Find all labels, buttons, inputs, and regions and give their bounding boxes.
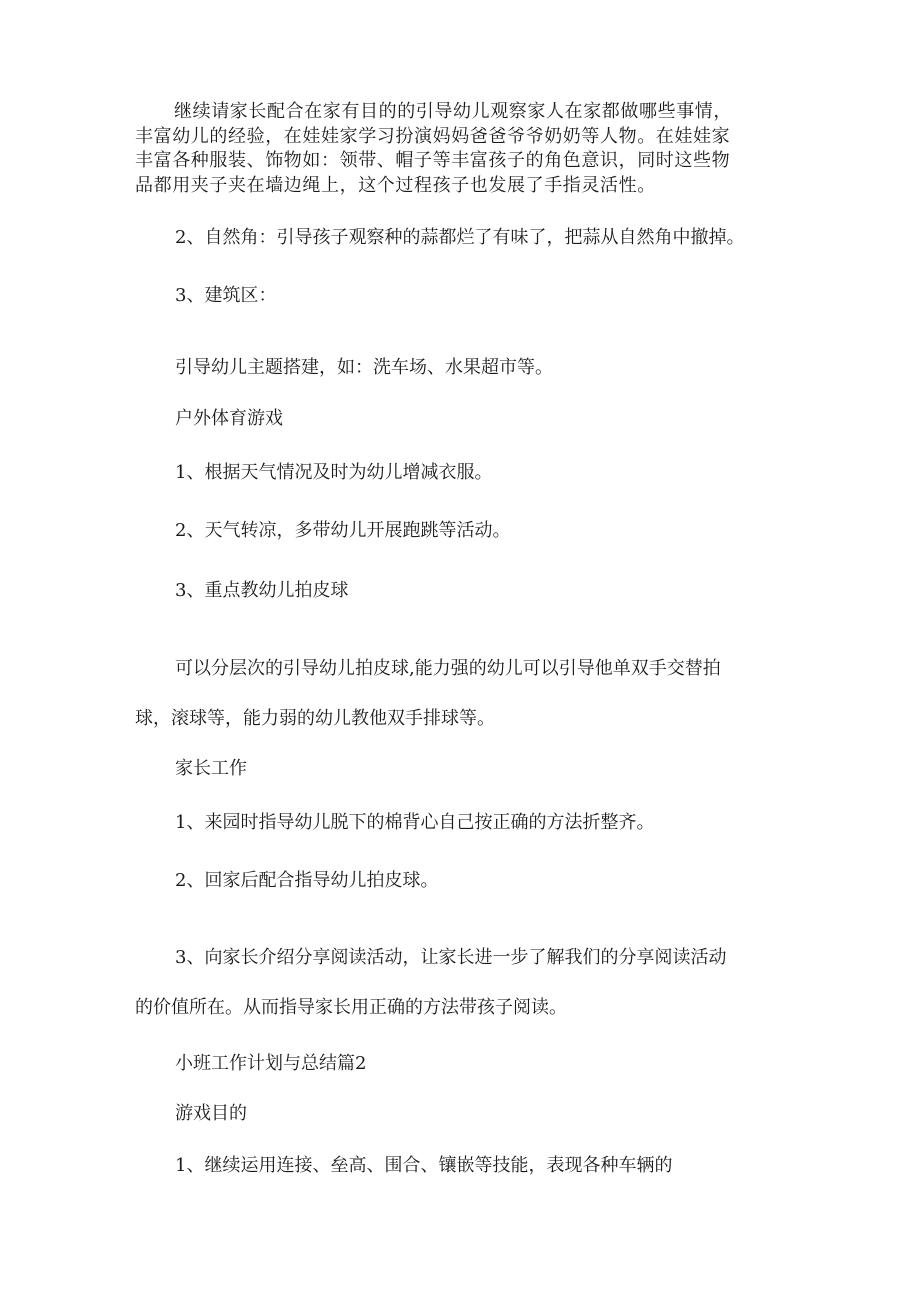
item-parent-2: 2、回家后配合指导幼儿拍皮球。 bbox=[175, 870, 439, 891]
item-nature-corner: 2、自然角：引导孩子观察种的蒜都烂了有味了，把蒜从自然角中撤掉。 bbox=[175, 227, 745, 248]
item-goal-1: 1、继续运用连接、垒高、围合、镶嵌等技能，表现各种车辆的 bbox=[175, 1155, 673, 1176]
item-parent-3-line-1: 3、向家长介绍分享阅读活动，让家长进一步了解我们的分享阅读活动 bbox=[175, 947, 727, 968]
section-title: 小班工作计划与总结篇2 bbox=[175, 1053, 367, 1074]
paragraph-ball-line-1: 可以分层次的引导幼儿拍皮球,能力强的幼儿可以引导他单双手交替拍 bbox=[175, 658, 721, 679]
paragraph-theme-building: 引导幼儿主题搭建，如：洗车场、水果超市等。 bbox=[175, 357, 553, 378]
paragraph-line: 品都用夹子夹在墙边绳上，这个过程孩子也发展了手指灵活性。 bbox=[135, 174, 656, 196]
heading-parent-work: 家长工作 bbox=[175, 758, 247, 779]
paragraph-line: 继续请家长配合在家有目的的引导幼儿观察家人在家都做哪些事情， bbox=[174, 101, 732, 122]
item-outdoor-2: 2、天气转凉，多带幼儿开展跑跳等活动。 bbox=[175, 520, 511, 541]
paragraph-ball-line-2: 球，滚球等，能力弱的幼儿教他双手排球等。 bbox=[135, 708, 495, 729]
item-parent-1: 1、来园时指导幼儿脱下的棉背心自己按正确的方法折整齐。 bbox=[175, 812, 655, 833]
paragraph-home-corner bbox=[135, 100, 732, 198]
paragraph-line: 丰富各种服装、饰物如：领带、帽子等丰富孩子的角色意识，同时这些物 bbox=[135, 150, 731, 171]
heading-game-goals: 游戏目的 bbox=[175, 1103, 247, 1124]
paragraph-line: 丰富幼儿的经验，在娃娃家学习扮演妈妈爸爸爷爷奶奶等人物。在娃娃家 bbox=[135, 125, 731, 147]
item-outdoor-1: 1、根据天气情况及时为幼儿增减衣服。 bbox=[175, 462, 493, 483]
heading-outdoor-games: 户外体育游戏 bbox=[175, 408, 283, 429]
item-parent-3-line-2: 的价值所在。从而指导家长用正确的方法带孩子阅读。 bbox=[135, 997, 567, 1018]
item-building-area: 3、建筑区： bbox=[175, 285, 277, 306]
item-outdoor-3: 3、重点教幼儿拍皮球 bbox=[175, 580, 349, 601]
